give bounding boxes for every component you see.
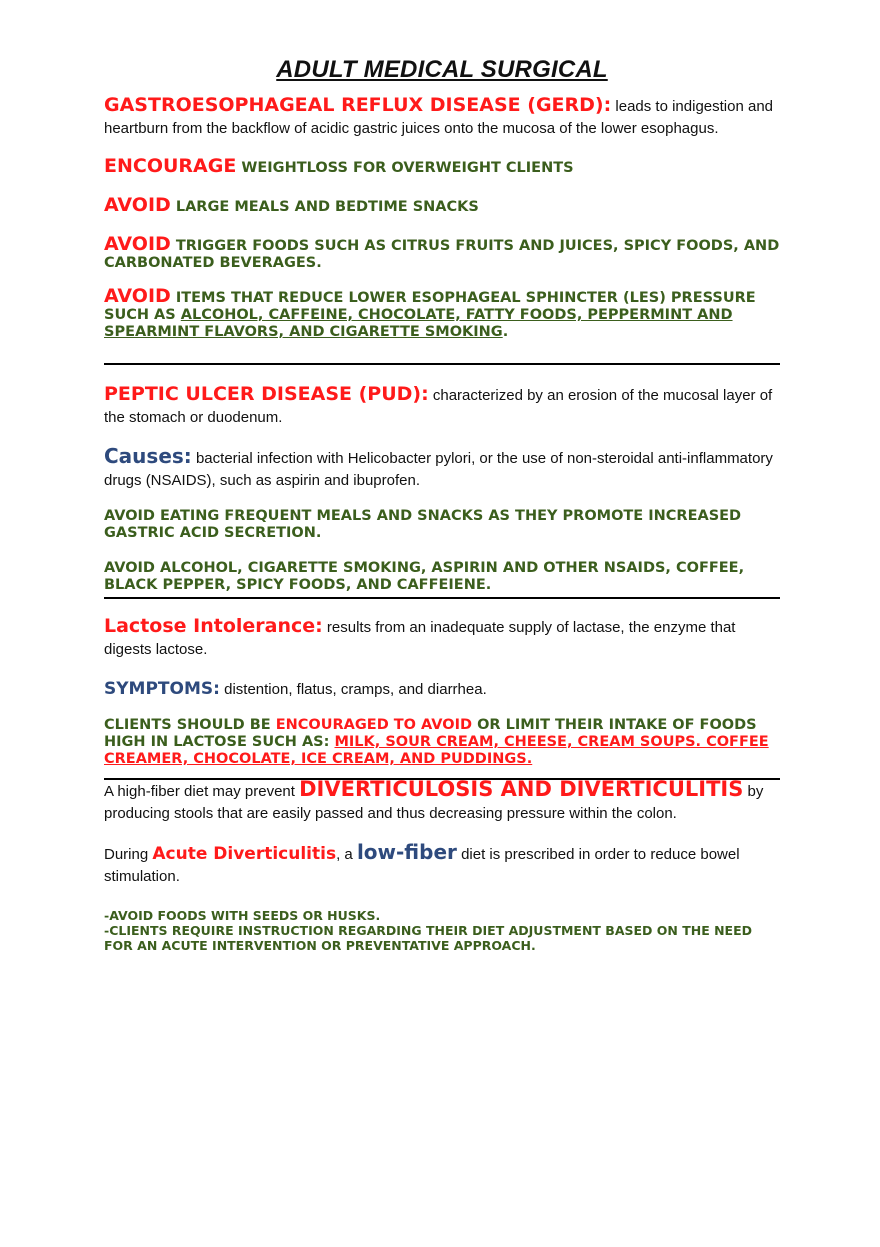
acute-heading: Acute Diverticulitis — [152, 844, 337, 864]
gerd-item-2-verb: AVOID — [104, 194, 171, 216]
acute-diverticulitis — [104, 841, 780, 888]
pud-item-2: AVOID ALCOHOL, CIGARETTE SMOKING, ASPIRIN AND OTHER NSAIDS, COFFEE, BLACK PEPPER, SPICY FOODS, AND CAFFEIENE. — [104, 560, 745, 593]
gerd-item-4-underlined: ALCOHOL, CAFFEINE, CHOCOLATE, FATTY FOODS, PEPPERMINT AND SPEARMINT FLAVORS, AND CIGARETTE SMOKING — [104, 307, 733, 340]
acute-end: diet is prescribed in order to reduce bowel stimulation. — [104, 846, 740, 885]
lactose-instruction-foods: MILK, SOUR CREAM, CHEESE, CREAM SOUPS. COFFEE CREAMER, CHOCOLATE, ICE CREAM, AND PUDDINGS. — [104, 734, 769, 767]
gerd-item-3-text: TRIGGER FOODS SUCH AS CITRUS FRUITS AND JUICES, SPICY FOODS, AND CARBONATED BEVERAGES. — [104, 238, 780, 271]
pud-causes-text: bacterial infection with Helicobacter pylori, or the use of non-steroidal anti-inflammatory drugs (NSAIDS), such as aspirin and ibuprofen. — [104, 450, 773, 489]
gerd-item-3 — [104, 233, 780, 272]
lactose-instruction-start: CLIENTS SHOULD BE — [104, 717, 271, 733]
gerd-item-3-verb: AVOID — [104, 233, 171, 255]
diverticulitis-intro-end: by producing stools that are easily passed and thus decreasing pressure within the colon. — [104, 783, 764, 822]
diverticulitis-intro — [104, 778, 780, 825]
diverticulitis-intro-start: A high-fiber diet may prevent — [104, 783, 295, 800]
gerd-item-4 — [104, 285, 780, 341]
acute-start: During — [104, 846, 149, 863]
acute-diet: low-fiber — [356, 840, 457, 864]
lactose-instruction — [104, 717, 780, 768]
lactose-instruction-mid: OR LIMIT THEIR INTAKE OF FOODS HIGH IN LACTOSE SUCH AS: — [104, 717, 757, 750]
diverticulitis-heading: DIVERTICULOSIS AND DIVERTICULITIS — [299, 777, 744, 801]
pud-item-1: AVOID EATING FREQUENT MEALS AND SNACKS AS THEY PROMOTE INCREASED GASTRIC ACID SECRETION. — [104, 508, 742, 541]
lactose-symptoms-label: SYMPTOMS: — [104, 679, 220, 699]
pud-causes — [104, 445, 780, 492]
page-title: ADULT MEDICAL SURGICAL — [276, 56, 608, 83]
gerd-item-4-verb: AVOID — [104, 285, 171, 307]
gerd-item-2 — [104, 194, 780, 216]
gerd-heading: GASTROESOPHAGEAL REFLUX DISEASE (GERD): — [104, 94, 612, 116]
lactose-symptoms — [104, 678, 780, 701]
pud-description: characterized by an erosion of the mucosal layer of the stomach or duodenum. — [104, 387, 773, 426]
gerd-item-1-text: WEIGHTLOSS FOR OVERWEIGHT CLIENTS — [241, 160, 574, 176]
gerd-item-1-verb: ENCOURAGE — [104, 155, 237, 177]
lactose-heading: Lactose Intolerance: — [104, 615, 323, 637]
pud-causes-label: Causes: — [104, 444, 192, 468]
lactose-instruction-red: ENCOURAGED TO AVOID — [275, 717, 473, 733]
diverticulitis-note-2: -CLIENTS REQUIRE INSTRUCTION REGARDING THEIR DIET ADJUSTMENT BASED ON THE NEED FOR AN ACUTE INTERVENTION OR PREVENTATIVE APPROACH. — [104, 923, 752, 953]
gerd-item-1 — [104, 155, 780, 177]
gerd-item-4-text: ITEMS THAT REDUCE LOWER ESOPHAGEAL SPHINCTER (LES) PRESSURE SUCH AS — [104, 290, 756, 323]
pud-heading: PEPTIC ULCER DISEASE (PUD): — [104, 383, 429, 405]
lactose-description: results from an inadequate supply of lactase, the enzyme that digests lactose. — [104, 619, 736, 658]
pud-intro — [104, 383, 780, 429]
diverticulitis-note-1: -AVOID FOODS WITH SEEDS OR HUSKS. — [104, 908, 381, 923]
gerd-description: leads to indigestion and heartburn from the backflow of acidic gastric juices onto the mucosa of the lower esophagus. — [104, 98, 774, 137]
document-page — [104, 56, 780, 953]
lactose-intro — [104, 615, 780, 661]
gerd-item-2-text: LARGE MEALS AND BEDTIME SNACKS — [175, 199, 479, 215]
acute-mid: , a — [336, 846, 353, 863]
gerd-item-4-end: . — [502, 324, 509, 340]
gerd-intro — [104, 94, 780, 140]
lactose-symptoms-text: distention, flatus, cramps, and diarrhea. — [224, 681, 487, 698]
